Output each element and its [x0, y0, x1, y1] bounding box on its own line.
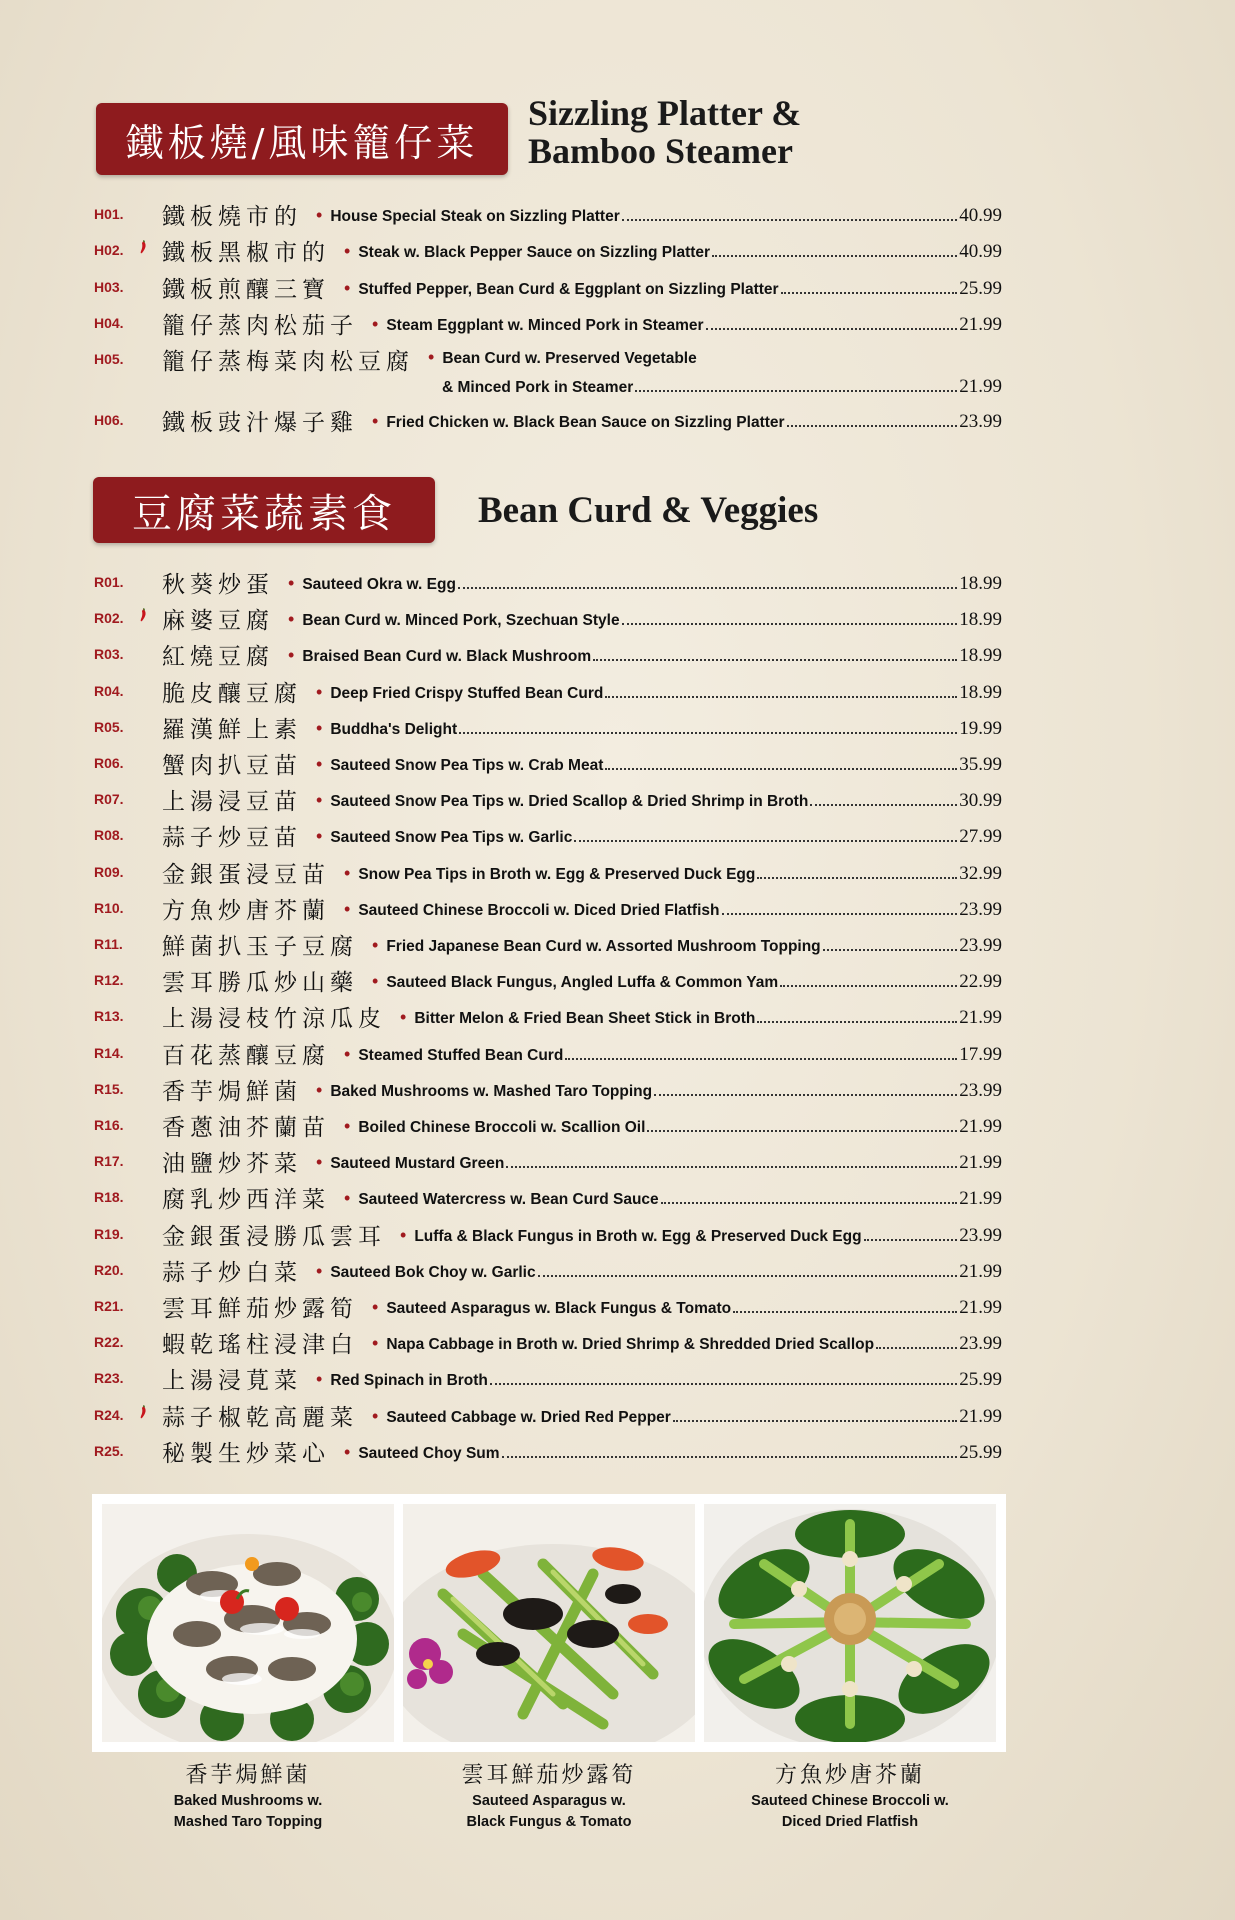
item-desc-line	[344, 1116, 1002, 1138]
photo-caption-1	[102, 1758, 394, 1833]
caption-en: Sauteed Chinese Broccoli w. Diced Dried Flatfish	[751, 1793, 949, 1830]
bullet-icon: •	[372, 1333, 379, 1354]
item-name-en: Napa Cabbage in Broth w. Dried Shrimp & Shredded Dried Scallop	[386, 1336, 875, 1354]
item-name-zh: 蒜子炒豆苗	[162, 825, 302, 852]
item-desc-line	[288, 645, 1002, 667]
dot-leader	[605, 696, 957, 698]
chili-pepper-icon	[138, 1405, 147, 1419]
item-code: H03.	[94, 278, 124, 295]
dot-leader	[823, 949, 958, 951]
dot-leader	[593, 659, 957, 661]
item-code: R02.	[94, 610, 124, 627]
item-code: R01.	[94, 574, 124, 590]
bullet-icon: •	[344, 241, 351, 262]
item-name-zh: 百花蒸釀豆腐	[162, 1042, 330, 1069]
item-code: R05.	[94, 718, 124, 735]
item-price: 18.99	[959, 609, 1002, 631]
item-name-en: Sauteed Okra w. Egg	[302, 576, 456, 593]
item-code: H04.	[94, 314, 124, 331]
dot-leader	[565, 1058, 957, 1060]
menu-item	[94, 1037, 1002, 1067]
dot-leader	[459, 732, 957, 734]
section-badge-sizzling	[96, 103, 508, 175]
item-desc-line	[316, 1261, 1002, 1283]
item-name-zh: 麻婆豆腐	[162, 608, 274, 635]
bullet-icon: •	[344, 1116, 351, 1136]
item-desc-line	[372, 971, 1002, 993]
menu-item	[94, 1362, 1002, 1395]
dot-leader	[706, 328, 958, 330]
item-code: R25.	[94, 1442, 124, 1459]
item-price: 30.99	[959, 790, 1002, 812]
dot-leader	[490, 1383, 957, 1385]
item-desc-line	[372, 314, 1002, 336]
item-desc-line	[316, 826, 1002, 848]
item-name-en: Stuffed Pepper, Bean Curd & Eggplant on Sizzling Platter	[358, 280, 779, 298]
section-title-zh: 豆腐菜蔬素食	[132, 490, 396, 537]
item-desc-line	[344, 241, 1002, 263]
item-name-zh: 蝦乾瑤柱浸津白	[162, 1332, 358, 1359]
photo-chinese-broccoli	[704, 1504, 996, 1742]
caption-en: Baked Mushrooms w. Mashed Taro Topping	[173, 1793, 323, 1830]
item-name-en: Sauteed Mustard Green	[330, 1155, 505, 1173]
bullet-icon: •	[316, 681, 323, 702]
item-name-en: House Special Steak on Sizzling Platter	[330, 208, 620, 225]
menu-item	[94, 404, 1002, 434]
item-name-en: Sauteed Asparagus w. Black Fungus & Tomato	[386, 1300, 732, 1317]
item-price: 32.99	[959, 862, 1002, 884]
item-price: 25.99	[959, 277, 1002, 299]
item-name-zh: 香芋焗鮮菌	[162, 1078, 302, 1105]
menu-item	[94, 1435, 1002, 1465]
item-name-en: Snow Pea Tips in Broth w. Egg & Preserved Duck Egg	[358, 865, 756, 883]
item-name-zh: 秋葵炒蛋	[162, 572, 274, 598]
item-name-zh: 脆皮釀豆腐	[162, 680, 302, 707]
dot-leader	[538, 1275, 958, 1277]
item-name-en: Braised Bean Curd w. Black Mushroom	[302, 648, 592, 666]
item-price: 18.99	[959, 573, 1002, 594]
item-price: 23.99	[959, 410, 1002, 432]
menu-item	[94, 856, 1002, 886]
item-price: 18.99	[959, 645, 1002, 667]
item-price: 23.99	[959, 1079, 1002, 1101]
dot-leader	[661, 1202, 958, 1204]
dot-leader	[733, 1311, 957, 1313]
bullet-icon: •	[344, 1441, 351, 1462]
item-desc-line	[344, 899, 1002, 921]
dot-leader	[712, 255, 957, 257]
caption-zh: 方魚炒唐芥蘭	[774, 1763, 925, 1788]
dot-leader	[876, 1347, 957, 1349]
item-desc-line	[344, 278, 1002, 300]
item-name-en: Sauteed Cabbage w. Dried Red Pepper	[386, 1408, 671, 1426]
bullet-icon: •	[288, 573, 295, 593]
item-code: R21.	[94, 1298, 124, 1314]
item-name-zh: 鐵板黑椒市的	[162, 240, 330, 267]
item-desc-line	[372, 1406, 1002, 1428]
item-name-en: Sauteed Bok Choy w. Garlic	[330, 1263, 536, 1281]
item-desc-line	[316, 718, 1002, 740]
menu-item	[94, 602, 1002, 635]
item-code: R06.	[94, 755, 124, 771]
dot-leader	[810, 804, 957, 806]
item-name-zh: 香蔥油芥蘭苗	[162, 1115, 330, 1141]
item-name-zh: 上湯浸莧菜	[162, 1368, 302, 1395]
dot-leader	[757, 1021, 957, 1023]
bullet-icon: •	[288, 645, 295, 666]
photo-baked-mushrooms	[102, 1504, 394, 1742]
item-name-zh: 金銀蛋浸勝瓜雲耳	[162, 1223, 386, 1250]
dot-leader	[458, 587, 957, 589]
item-price: 23.99	[959, 1224, 1002, 1246]
item-price: 21.99	[959, 1405, 1002, 1427]
chili-pepper-icon	[138, 240, 147, 254]
item-name-zh: 雲耳勝瓜炒山藥	[162, 970, 358, 997]
item-desc-line	[344, 1188, 1002, 1210]
dot-leader	[622, 219, 958, 221]
item-name-en: Luffa & Black Fungus in Broth w. Egg & Preserved Duck Egg	[414, 1227, 862, 1245]
item-name-en-cont: & Minced Pork in Steamer	[442, 379, 634, 397]
item-desc-line	[344, 1442, 1002, 1464]
bullet-icon: •	[316, 205, 323, 225]
item-name-zh: 鐵板豉汁爆子雞	[162, 409, 358, 436]
caption-zh: 雲耳鮮茄炒露筍	[461, 1763, 637, 1788]
item-price: 18.99	[959, 681, 1002, 703]
item-code: R08.	[94, 827, 124, 844]
photo-caption-3	[704, 1758, 996, 1833]
item-price: 21.99	[959, 1007, 1002, 1029]
menu-item	[94, 1254, 1002, 1284]
bullet-icon: •	[372, 410, 379, 431]
item-code: R16.	[94, 1117, 124, 1133]
menu-item	[94, 307, 1002, 337]
dot-leader	[622, 623, 958, 625]
item-code: R22.	[94, 1334, 124, 1351]
item-desc-line	[428, 347, 697, 368]
bullet-icon: •	[372, 313, 379, 334]
item-price: 21.99	[959, 1152, 1002, 1174]
dot-leader	[605, 768, 957, 770]
item-price: 23.99	[959, 898, 1002, 920]
item-code: R04.	[94, 682, 124, 699]
item-name-en: Steam Eggplant w. Minced Pork in Steamer	[386, 316, 704, 334]
menu-item	[94, 1145, 1002, 1178]
item-price: 40.99	[959, 241, 1002, 263]
item-code: R15.	[94, 1080, 124, 1097]
bullet-icon: •	[316, 826, 323, 847]
menu-item	[94, 675, 1002, 705]
item-code: R23.	[94, 1370, 124, 1387]
bullet-icon: •	[428, 347, 435, 368]
item-code: R10.	[94, 899, 124, 916]
item-code: R07.	[94, 791, 124, 808]
bullet-icon: •	[400, 1224, 407, 1245]
item-code: R12.	[94, 972, 124, 989]
item-code: R03.	[94, 646, 124, 663]
bullet-icon: •	[316, 717, 323, 738]
menu-item	[94, 1000, 1002, 1033]
item-price: 25.99	[959, 1369, 1002, 1391]
dot-leader	[781, 292, 958, 294]
menu-item	[94, 1399, 1002, 1429]
item-name-zh: 籠仔蒸梅菜肉松豆腐	[162, 349, 414, 376]
dot-leader	[757, 877, 957, 879]
menu-item	[94, 1181, 1002, 1214]
menu-item	[94, 1109, 1002, 1139]
item-desc-line	[400, 1007, 1002, 1029]
menu-item	[94, 1218, 1002, 1248]
bullet-icon: •	[316, 1260, 323, 1281]
menu-item	[94, 1290, 1002, 1320]
item-desc-line	[344, 863, 1002, 885]
bullet-icon: •	[316, 1079, 323, 1100]
menu-item	[94, 198, 1002, 228]
menu-item	[94, 892, 1002, 922]
menu-item	[94, 271, 1002, 301]
section-header-veggies	[93, 477, 818, 543]
item-name-en: Bitter Melon & Fried Bean Sheet Stick in Broth	[414, 1010, 756, 1028]
item-price: 17.99	[959, 1043, 1002, 1065]
dot-leader	[647, 1130, 957, 1132]
item-name-zh: 籠仔蒸肉松茄子	[162, 312, 358, 339]
section-badge-veggies	[93, 477, 435, 543]
dot-leader	[780, 985, 957, 987]
item-name-zh: 上湯浸豆苗	[162, 789, 302, 816]
menu-item	[94, 638, 1002, 671]
item-name-en: Bean Curd w. Minced Pork, Szechuan Style	[302, 612, 620, 630]
item-desc-line	[316, 790, 1002, 812]
bullet-icon: •	[316, 754, 323, 774]
bullet-icon: •	[372, 971, 379, 992]
item-code: R14.	[94, 1044, 124, 1061]
item-code: R19.	[94, 1225, 124, 1242]
item-name-en: Sauteed Watercress w. Bean Curd Sauce	[358, 1191, 659, 1209]
item-name-zh: 紅燒豆腐	[162, 644, 274, 671]
bullet-icon: •	[372, 935, 379, 955]
item-name-en: Red Spinach in Broth	[330, 1372, 488, 1390]
menu-item	[94, 928, 1002, 958]
item-name-en: Fried Chicken w. Black Bean Sauce on Sizzling Platter	[386, 413, 785, 431]
bullet-icon: •	[316, 790, 323, 811]
item-price: 35.99	[959, 754, 1002, 775]
item-desc-line	[288, 573, 1002, 595]
photo-caption-2	[403, 1758, 695, 1833]
menu-item	[94, 747, 1002, 777]
item-price: 19.99	[959, 717, 1002, 739]
item-desc-line	[316, 205, 1002, 227]
item-name-zh: 金銀蛋浸豆苗	[162, 861, 330, 888]
bullet-icon: •	[400, 1007, 407, 1028]
caption-en: Sauteed Asparagus w. Black Fungus & Tomato	[466, 1793, 632, 1830]
item-price: 22.99	[959, 971, 1002, 993]
item-name-en: Buddha's Delight	[330, 720, 458, 738]
item-name-zh: 上湯浸枝竹涼瓜皮	[162, 1006, 386, 1033]
menu-item	[94, 234, 1002, 267]
dot-leader	[574, 840, 957, 842]
bullet-icon: •	[344, 1188, 351, 1209]
item-code: R11.	[94, 936, 123, 952]
bullet-icon: •	[344, 277, 351, 298]
menu-item	[94, 964, 1002, 997]
dot-leader	[673, 1420, 957, 1422]
item-code: H06.	[94, 411, 124, 428]
item-name-zh: 秘製生炒菜心	[162, 1440, 330, 1467]
item-name-en: Steamed Stuffed Bean Curd	[358, 1046, 564, 1064]
item-desc-line	[316, 682, 1002, 704]
item-name-en: Sauteed Snow Pea Tips w. Garlic	[330, 829, 573, 847]
item-price: 25.99	[959, 1441, 1002, 1463]
item-code: H05.	[94, 351, 124, 368]
item-code: H02.	[94, 242, 124, 259]
item-desc-line	[316, 1080, 1002, 1102]
bullet-icon: •	[372, 1297, 379, 1317]
item-name-zh: 雲耳鮮茄炒露筍	[162, 1296, 358, 1322]
menu-item	[94, 819, 1002, 852]
bullet-icon: •	[344, 862, 351, 883]
section-title-en: Bean Curd & Veggies	[478, 489, 819, 531]
item-name-zh: 鐵板煎釀三寶	[162, 276, 330, 303]
item-code: R13.	[94, 1008, 124, 1025]
item-code: R18.	[94, 1189, 124, 1206]
section-title-zh: 鐵板燒/風味籠仔菜	[125, 120, 479, 165]
bullet-icon: •	[288, 609, 295, 630]
item-price: 27.99	[959, 826, 1002, 848]
item-name-zh: 蒜子椒乾高麗菜	[162, 1404, 358, 1431]
item-name-en: Steak w. Black Pepper Sauce on Sizzling Platter	[358, 244, 711, 262]
item-name-en: Boiled Chinese Broccoli w. Scallion Oil	[358, 1119, 646, 1136]
item-price: 23.99	[959, 1333, 1002, 1355]
item-name-en: Sauteed Snow Pea Tips w. Dried Scallop & Dried Shrimp in Broth	[330, 793, 809, 811]
item-name-en: Sauteed Black Fungus, Angled Luffa & Common Yam	[386, 974, 779, 992]
item-name-en: Sauteed Choy Sum	[358, 1444, 500, 1462]
chili-pepper-icon	[138, 608, 147, 622]
item-name-zh: 鐵板燒市的	[162, 204, 302, 230]
dot-leader	[654, 1094, 957, 1096]
caption-zh: 香芋焗鮮菌	[185, 1763, 311, 1788]
dot-leader	[635, 390, 957, 392]
item-name-zh: 蒜子炒白菜	[162, 1259, 302, 1286]
item-desc-line	[372, 1333, 1002, 1355]
item-price: 23.99	[959, 935, 1002, 956]
item-desc-line-2	[442, 376, 1002, 398]
dot-leader	[864, 1239, 958, 1241]
menu-item	[94, 1073, 1002, 1103]
menu-item	[94, 343, 1002, 398]
item-desc-line	[400, 1225, 1002, 1247]
photo-asparagus	[403, 1504, 695, 1742]
item-name-en: Deep Fried Crispy Stuffed Bean Curd	[330, 684, 604, 702]
menu-item	[94, 711, 1002, 741]
dot-leader	[787, 425, 958, 427]
item-code: R17.	[94, 1153, 124, 1170]
bullet-icon: •	[316, 1152, 323, 1173]
bullet-icon: •	[344, 898, 351, 919]
section-title-en: Sizzling Platter & Bamboo Steamer	[528, 93, 802, 171]
item-name-zh: 油鹽炒芥菜	[162, 1151, 302, 1178]
item-name-en: Sauteed Snow Pea Tips w. Crab Meat	[330, 757, 604, 774]
item-desc-line	[372, 411, 1002, 433]
bullet-icon: •	[344, 1043, 351, 1064]
item-price: 21.99	[959, 1188, 1002, 1210]
item-name-zh: 方魚炒唐芥蘭	[162, 897, 330, 924]
item-desc-line	[344, 1044, 1002, 1066]
item-name-zh: 羅漢鮮上素	[162, 716, 302, 743]
menu-item	[94, 783, 1002, 816]
item-price: 21.99	[959, 313, 1002, 335]
item-name-en: Baked Mushrooms w. Mashed Taro Topping	[330, 1082, 653, 1100]
dot-leader	[722, 913, 958, 915]
dot-leader	[506, 1166, 957, 1168]
menu-item	[94, 566, 1002, 596]
item-desc-line	[316, 1369, 1002, 1391]
item-name-zh: 腐乳炒西洋菜	[162, 1187, 330, 1214]
item-name-en: Fried Japanese Bean Curd w. Assorted Mushroom Topping	[386, 938, 821, 955]
item-code: H01.	[94, 206, 124, 222]
item-desc-line	[372, 1297, 1002, 1319]
item-code: R20.	[94, 1261, 124, 1278]
item-price: 21.99	[959, 1116, 1002, 1137]
item-name-zh: 鮮菌扒玉子豆腐	[162, 934, 358, 960]
item-price: 21.99	[959, 1260, 1002, 1282]
item-name-zh: 蟹肉扒豆苗	[162, 753, 302, 779]
menu-item	[94, 1326, 1002, 1359]
section-header-sizzling	[96, 93, 802, 175]
photo-strip	[92, 1494, 1006, 1752]
item-price: 21.99	[959, 376, 1002, 398]
item-price: 40.99	[959, 205, 1002, 226]
item-desc-line	[316, 1152, 1002, 1174]
item-name-en: Bean Curd w. Preserved Vegetable	[442, 350, 697, 368]
bullet-icon: •	[316, 1369, 323, 1390]
item-code: R24.	[94, 1406, 124, 1423]
dot-leader	[502, 1456, 958, 1458]
item-name-en: Sauteed Chinese Broccoli w. Diced Dried Flatfish	[358, 901, 720, 919]
item-desc-line	[372, 935, 1002, 957]
item-code: R09.	[94, 863, 124, 880]
bullet-icon: •	[372, 1405, 379, 1426]
item-price: 21.99	[959, 1297, 1002, 1318]
item-desc-line	[288, 609, 1002, 631]
item-desc-line	[316, 754, 1002, 776]
